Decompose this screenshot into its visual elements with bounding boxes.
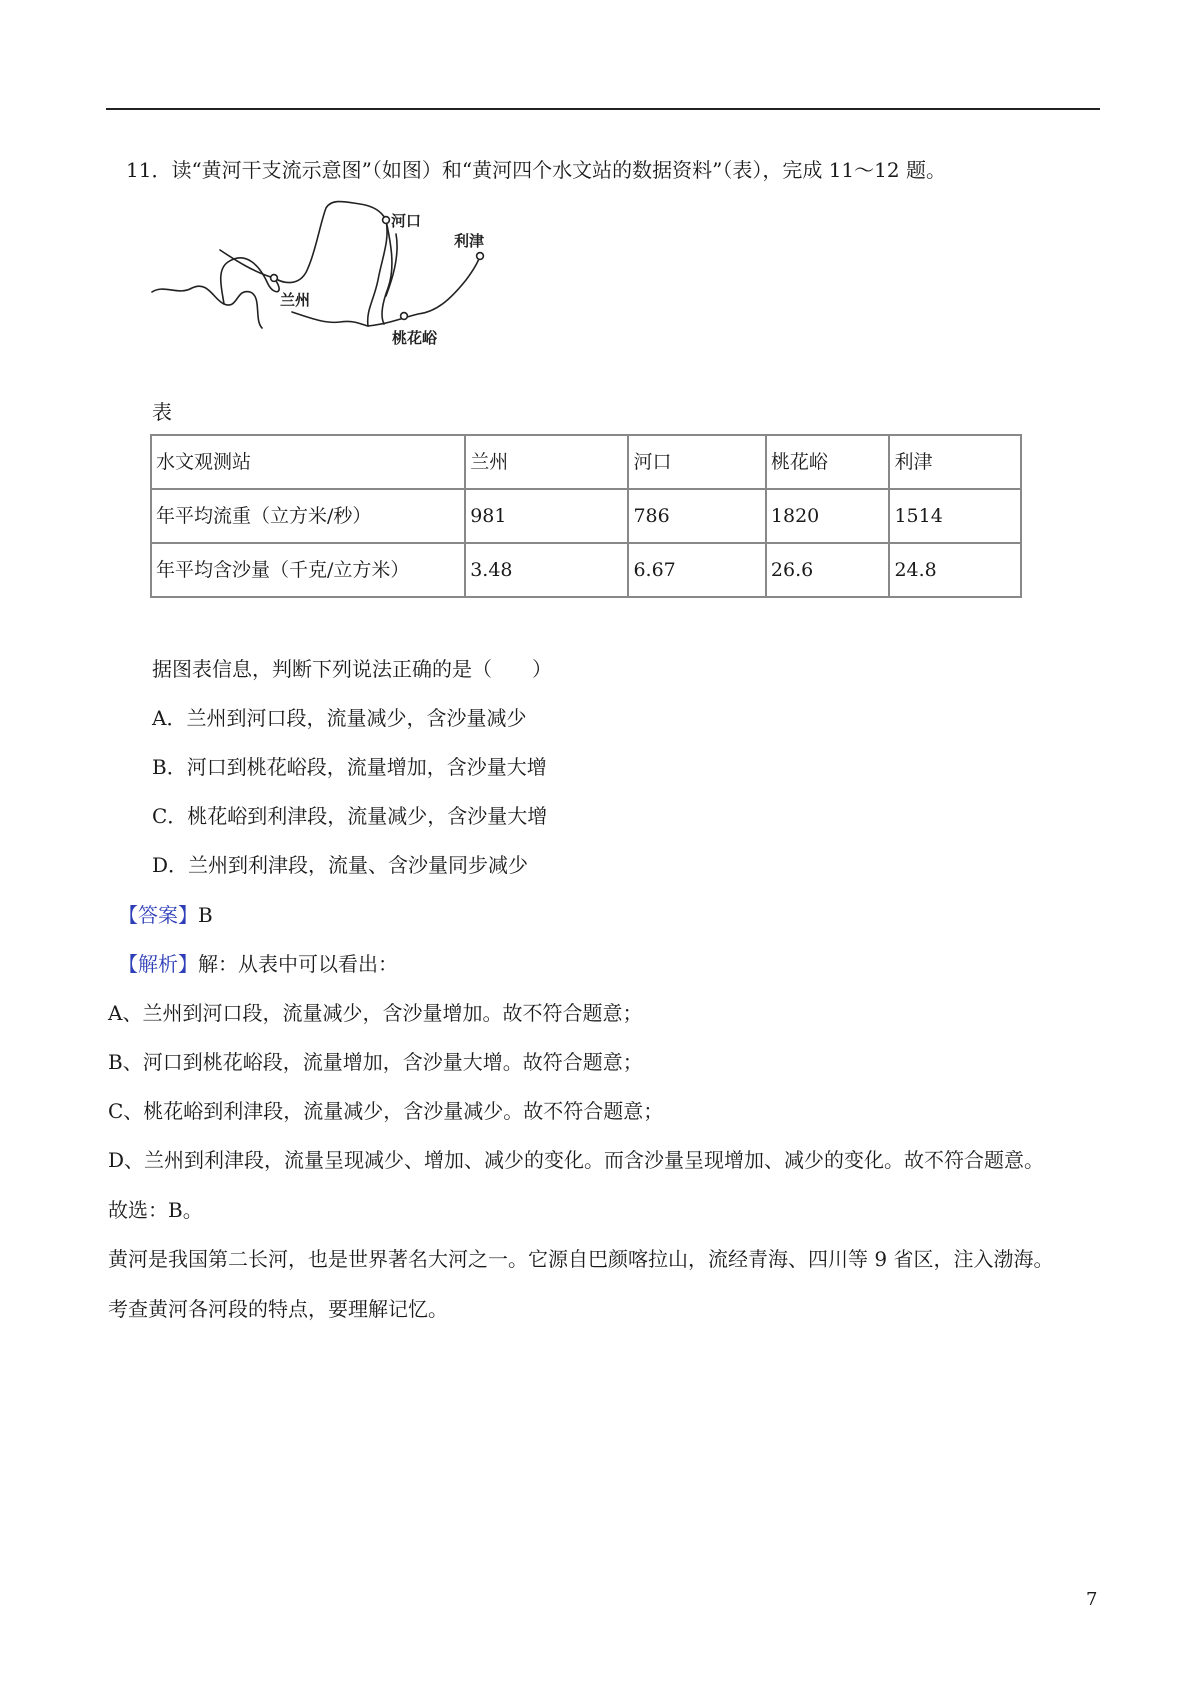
- label-hekou: 河口: [391, 212, 422, 230]
- hydrology-table: [150, 434, 1022, 598]
- analysis-text: B、河口到桃花峪段，流量增加，含沙量大增。故符合题意；: [108, 1050, 643, 1074]
- table-header-cell: 桃花峪: [766, 435, 890, 489]
- page-number: 7: [1086, 1589, 1098, 1610]
- river-lower-course: [368, 256, 480, 326]
- label-taohuayu: 桃花峪: [392, 329, 438, 347]
- table-header-cell: 利津: [889, 435, 1021, 489]
- river-upper-course: [152, 286, 262, 328]
- table-cell: 年平均含沙量（千克/立方米）: [151, 543, 465, 597]
- table-cell: 24.8: [889, 543, 1021, 597]
- table-cell: 年平均流重（立方米/秒）: [151, 489, 465, 543]
- option-c: C．桃花峪到利津段，流量减少，含沙量大增: [152, 804, 548, 828]
- header-rule: [106, 108, 1100, 110]
- table-header-row: [151, 435, 1021, 489]
- table-cell: 1820: [766, 489, 890, 543]
- option-d: D．兰州到利津段，流量、含沙量同步减少: [152, 853, 529, 877]
- yellow-river-map: [150, 200, 550, 380]
- option-a: A．兰州到河口段，流量减少，含沙量减少: [152, 706, 527, 730]
- table-row: [151, 489, 1021, 543]
- table-header-cell: 水文观测站: [151, 435, 465, 489]
- tributary-west: [220, 250, 274, 278]
- station-hekou-marker: [383, 217, 390, 224]
- question-stem: 据图表信息，判断下列说法正确的是（ ）: [152, 657, 552, 681]
- table-header-cell: 河口: [628, 435, 765, 489]
- table-cell: 1514: [889, 489, 1021, 543]
- analysis-text: 考查黄河各河段的特点，要理解记忆。: [108, 1297, 448, 1321]
- analysis-text: D、兰州到利津段，流量呈现减少、增加、减少的变化。而含沙量呈现增加、减少的变化。故不符合题意。: [108, 1148, 1045, 1172]
- analysis-text: 黄河是我国第二长河，也是世界著名大河之一。它源自巴颜喀拉山，流经青海、四川等 9 省区，注入渤海。: [108, 1247, 1054, 1271]
- analysis-tag: 【解析】: [118, 952, 198, 976]
- answer-line: [118, 901, 213, 929]
- label-lanzhou: 兰州: [280, 291, 311, 309]
- station-lanzhou-marker: [271, 275, 278, 282]
- table-cell: 26.6: [766, 543, 890, 597]
- answer-tag: 【答案】: [118, 903, 198, 927]
- option-b: B．河口到桃花峪段，流量增加，含沙量大增: [152, 755, 547, 779]
- station-lijin-marker: [477, 253, 484, 260]
- table-cell: 3.48: [465, 543, 628, 597]
- table-cell: 6.67: [628, 543, 765, 597]
- river-loop: [221, 258, 279, 304]
- analysis-text: C、桃花峪到利津段，流量减少，含沙量减少。故不符合题意；: [108, 1099, 664, 1123]
- analysis-text: A、兰州到河口段，流量减少，含沙量增加。故不符合题意；: [108, 1001, 643, 1025]
- table-row: [151, 543, 1021, 597]
- analysis-intro: 解：从表中可以看出：: [198, 952, 398, 976]
- analysis-text: 故选：B。: [108, 1198, 203, 1222]
- question-title: 11．读“黄河干支流示意图”（如图）和“黄河四个水文站的数据资料”（表），完成 11～12 题。: [126, 158, 946, 182]
- label-lijin: 利津: [454, 232, 485, 250]
- station-taohuayu-marker: [401, 313, 408, 320]
- table-caption: 表: [152, 400, 172, 424]
- table-cell: 981: [465, 489, 628, 543]
- answer-value: B: [198, 903, 213, 927]
- analysis-line: [118, 950, 398, 978]
- table-cell: 786: [628, 489, 765, 543]
- river-to-lanzhou-bank: [292, 312, 368, 326]
- table-header-cell: 兰州: [465, 435, 628, 489]
